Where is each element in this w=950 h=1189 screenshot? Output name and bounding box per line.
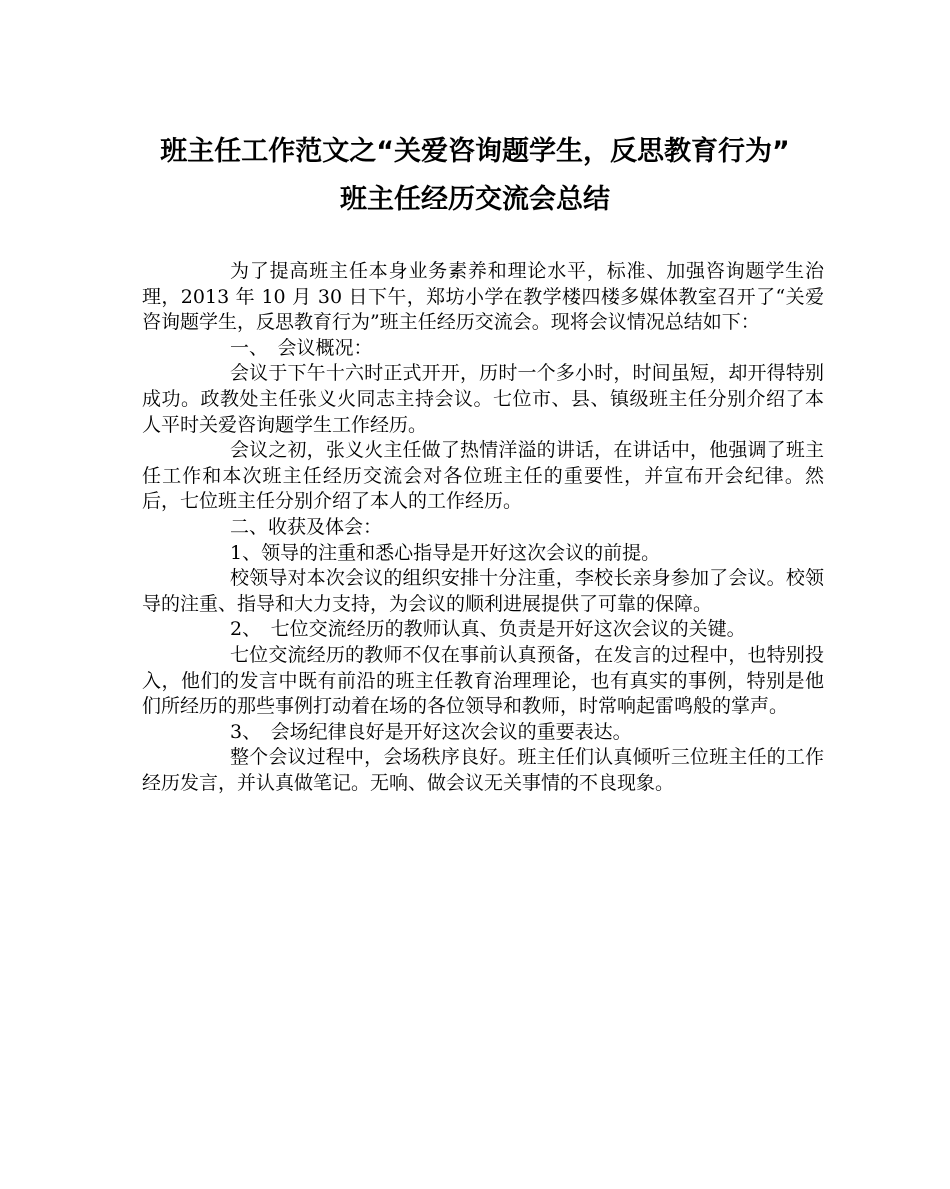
paragraph-point-3: 整个会议过程中，会场秩序良好。班主任们认真倾听三位班主任的工作经历发言，并认真做笔记。无响、做会议无关事情的不良现象。 (142, 746, 824, 794)
section-heading-overview: 一、 会议概况： (230, 336, 373, 359)
point-heading-1: 1、领导的注重和悉心指导是开好这次会议的前提。 (230, 541, 661, 564)
paragraph-intro: 为了提高班主任本身业务素养和理论水平，标准、加强咨询题学生治理，2013 年 10 月 30 日下午，郑坊小学在教学楼四楼多媒体教室召开了“关爱咨询题学生，反思教育行为”班主任经历交流会。现将会议情况总结如下： (142, 260, 824, 334)
paragraph-overview: 会议于下午十六时正式开开，历时一个多小时，时间虽短，却开得特别成功。政教处主任张义火同志主持会议。七位市、县、镇级班主任分别介绍了本人平时关爱咨询题学生工作经历。 (142, 362, 824, 436)
point-heading-3: 3、 会场纪律良好是开好这次会议的重要表达。 (230, 720, 632, 743)
paragraph-opening-speech: 会议之初，张义火主任做了热情洋溢的讲话，在讲话中，他强调了班主任工作和本次班主任经历交流会对各位班主任的重要性，并宣布开会纪律。然后，七位班主任分别介绍了本人的工作经历。 (142, 439, 824, 513)
paragraph-point-1: 校领导对本次会议的组织安排十分注重，李校长亲身参加了会议。校领导的注重、指导和大力支持，为会议的顺利进展提供了可靠的保障。 (142, 567, 824, 615)
point-heading-2: 2、 七位交流经历的教师认真、负责是开好这次会议的关键。 (230, 618, 746, 641)
document-body (142, 259, 824, 796)
paragraph-point-2: 七位交流经历的教师不仅在事前认真预备，在发言的过程中，也特别投入，他们的发言中既有前沿的班主任教育治理理论，也有真实的事例，特别是他们所经历的那些事例打动着在场的各位领导和教师，时常响起雷鸣般的掌声。 (142, 643, 824, 718)
section-heading-gains: 二、收获及体会： (230, 515, 383, 538)
document-title-line-2: 班主任经历交流会总结 (340, 184, 610, 215)
document-title-line-1: 班主任工作范文之“关爱咨询题学生，反思教育行为” (160, 136, 790, 167)
